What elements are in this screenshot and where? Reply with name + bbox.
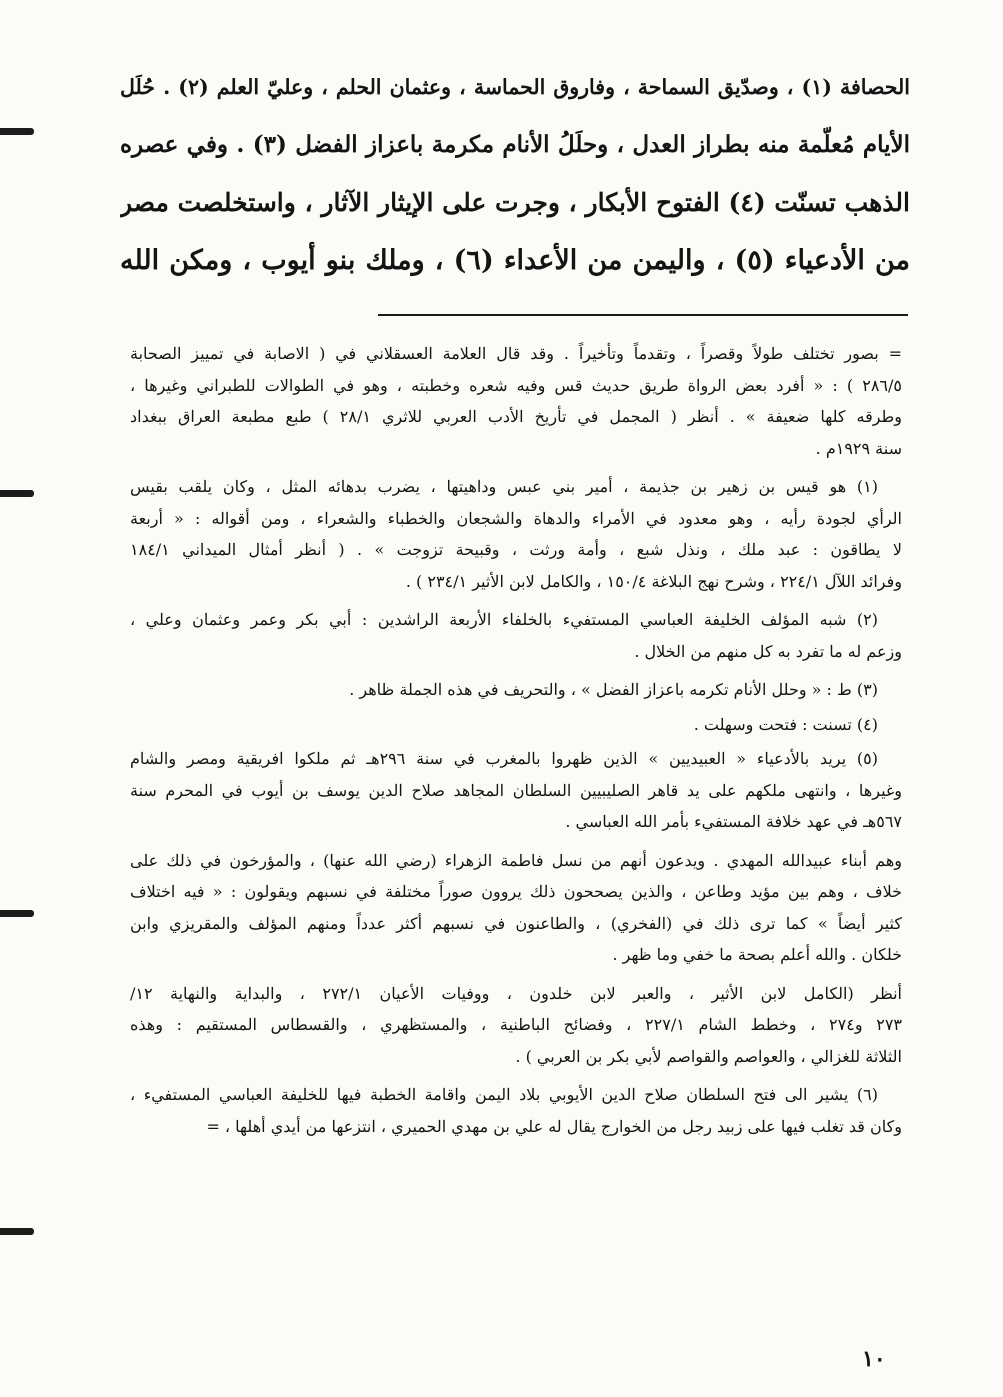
footnote-line: وهم أبناء عبيدالله المهدي . ويدعون أنهم من نسل فاطمة الزهراء (رضي الله عنها) ، والمؤرخون في ذلك على (130, 850, 902, 870)
footnote-line: (٢) شبه المؤلف الخليفة العباسي المستفيء بالخلفاء الأربعة الراشدين : أبي بكر وعمر وعثمان وعلي ، (130, 610, 878, 629)
footnote-line: (٦) يشير الى فتح السلطان صلاح الدين الأيوبي بلاد اليمن واقامة الخطبة فيها للخليفة العباسي المستفيء ، (130, 1085, 878, 1104)
binding-mark (0, 128, 34, 135)
main-text-line: الذهب تسنّت (٤) الفتوح الأبكار ، وجرت على الإيثار الآثار ، واستخلصت مصر (120, 188, 910, 217)
footnote-5-continued (130, 845, 902, 971)
binding-mark (0, 1228, 34, 1235)
footnote-line: ٢٨٦/٥ ) : « أفرد بعض الرواة طريق حديث قس وفيه شعره وخطبته ، وهو في الطوالات للطبراني وغيرها ، (130, 375, 902, 395)
main-text-line: من الأدعياء (٥) ، واليمن من الأعداء (٦) ، وملك بنو أيوب ، ومكن الله (120, 245, 910, 276)
footnote-line: وزعم له ما تفرد به كل منهم من الخلال . (634, 641, 902, 661)
footnote-line: الثلاثة للغزالي ، والعواصم والقواصم لأبي بكر بن العربي ) . (515, 1046, 902, 1066)
binding-mark (0, 910, 34, 917)
footnote-line: خلاف ، وهم بين مؤيد وطاعن ، والذين يصححون ذلك يروون صوراً مختلفة في نسبهم ويقولون : « فيه اختلاف (130, 882, 902, 901)
footnote-line: الرأي لجودة رأيه ، وهو معدود في الأمراء والدهاة والشجعان والخطباء والشعراء ، ومن أقواله : « أربعة (130, 508, 902, 528)
footnote-separator (378, 314, 908, 316)
page-number: ١٠ (862, 1346, 886, 1372)
footnote-line: وغيرها ، وانتهى ملكهم على يد قاهر الصليبيين السلطان المجاهد صلاح الدين يوسف بن أيوب في المحرم سنة (130, 780, 902, 800)
footnote-line: (٥) يريد بالأدعياء « العبيديين » الذين ظهروا بالمغرب في سنة ٢٩٦هـ ثم ملكوا افريقية ومصر والشام (130, 749, 879, 768)
main-text (120, 58, 910, 290)
footnote-line: خلكان . والله أعلم بصحة ما خفي وما ظهر . (612, 945, 902, 964)
footnotes (130, 338, 902, 1149)
main-text-line: الأيام مُعلّمة منه بطراز العدل ، وحلَلُ الأنام مكرمة باعزاز الفضل (٣) . وفي عصره (120, 131, 910, 158)
footnote-line: سنة ١٩٢٩م . (815, 438, 902, 458)
footnote-line: وفرائد اللآل ٢٢٤/١ ، وشرح نهج البلاغة ١٥٠/٤ ، والكامل لابن الأثير ٢٣٤/١ ) . (405, 571, 902, 591)
footnote-4 (130, 709, 902, 741)
footnote-line: أنظر (الكامل لابن الأثير ، والعبر لابن خلدون ، ووفيات الأعيان ٢٧٢/١ ، والبداية والنهاية ١٢/ (130, 983, 902, 1003)
binding-mark (0, 490, 34, 497)
footnote-line: (٣) ط : « وحلل الأنام تكرمه باعزاز الفضل » ، والتحريف في هذه الجملة ظاهر . (349, 680, 878, 699)
footnote-line: وكان قد تغلب فيها على زبيد رجل من الخوارج يقال له علي بن مهدي الحميري ، انتزعها من أيدي أهلها ، = (206, 1116, 902, 1136)
footnote-line: وطرقه كلها ضعيفة » . أنظر ( المجمل في تأريخ الأدب العربي للاثري ٢٨/١ ) طبع مطبعة العراق ببغداد (130, 407, 902, 426)
footnote-line: (٤) تسنت : فتحت وسهلت . (693, 714, 878, 734)
footnote-continuation (130, 338, 902, 464)
main-text-line: الحصافة (١) ، وصدّيق السماحة ، وفاروق الحماسة ، وعثمان الحلم ، وعليّ العلم (٢) . حُلَل (120, 75, 910, 99)
footnote-line: (١) هو قيس بن زهير بن جذيمة ، أمير بني عبس وداهيتها ، يضرب بدهائه المثل ، وكان يلقب بقيس (130, 477, 878, 496)
footnote-3 (130, 674, 902, 706)
footnote-5 (130, 743, 902, 838)
footnote-2 (130, 604, 902, 667)
footnote-line: كثير أيضاً » كما ترى ذلك في (الفخري) ، والطاعنون في نسبهم أكثر عدداً ومنهم المؤلف والمقريزي وابن (130, 913, 902, 933)
footnote-line: ٢٧٣ و٢٧٤ ، وخطط الشام ٢٢٧/١ ، وفضائح الباطنية ، والمستظهري ، والقسطاس المستقيم : وهذه (130, 1015, 902, 1034)
footnote-line: = بصور تختلف طولاً وقصراً ، وتقدماً وتأخيراً . وقد قال العلامة العسقلاني في ( الاصابة في تمييز الصحابة (130, 344, 902, 363)
footnote-5-references (130, 978, 902, 1073)
footnote-line: لا يطاقون : عبد ملك ، ونذل شبع ، وأمة ورثت ، وقبيحة تزوجت » . ( أنظر أمثال الميداني ١٨٤/١ (130, 540, 902, 559)
footnote-6 (130, 1079, 902, 1142)
footnote-line: ٥٦٧هـ في عهد خلافة المستفيء بأمر الله العباسي . (565, 812, 902, 831)
footnote-1 (130, 471, 902, 597)
